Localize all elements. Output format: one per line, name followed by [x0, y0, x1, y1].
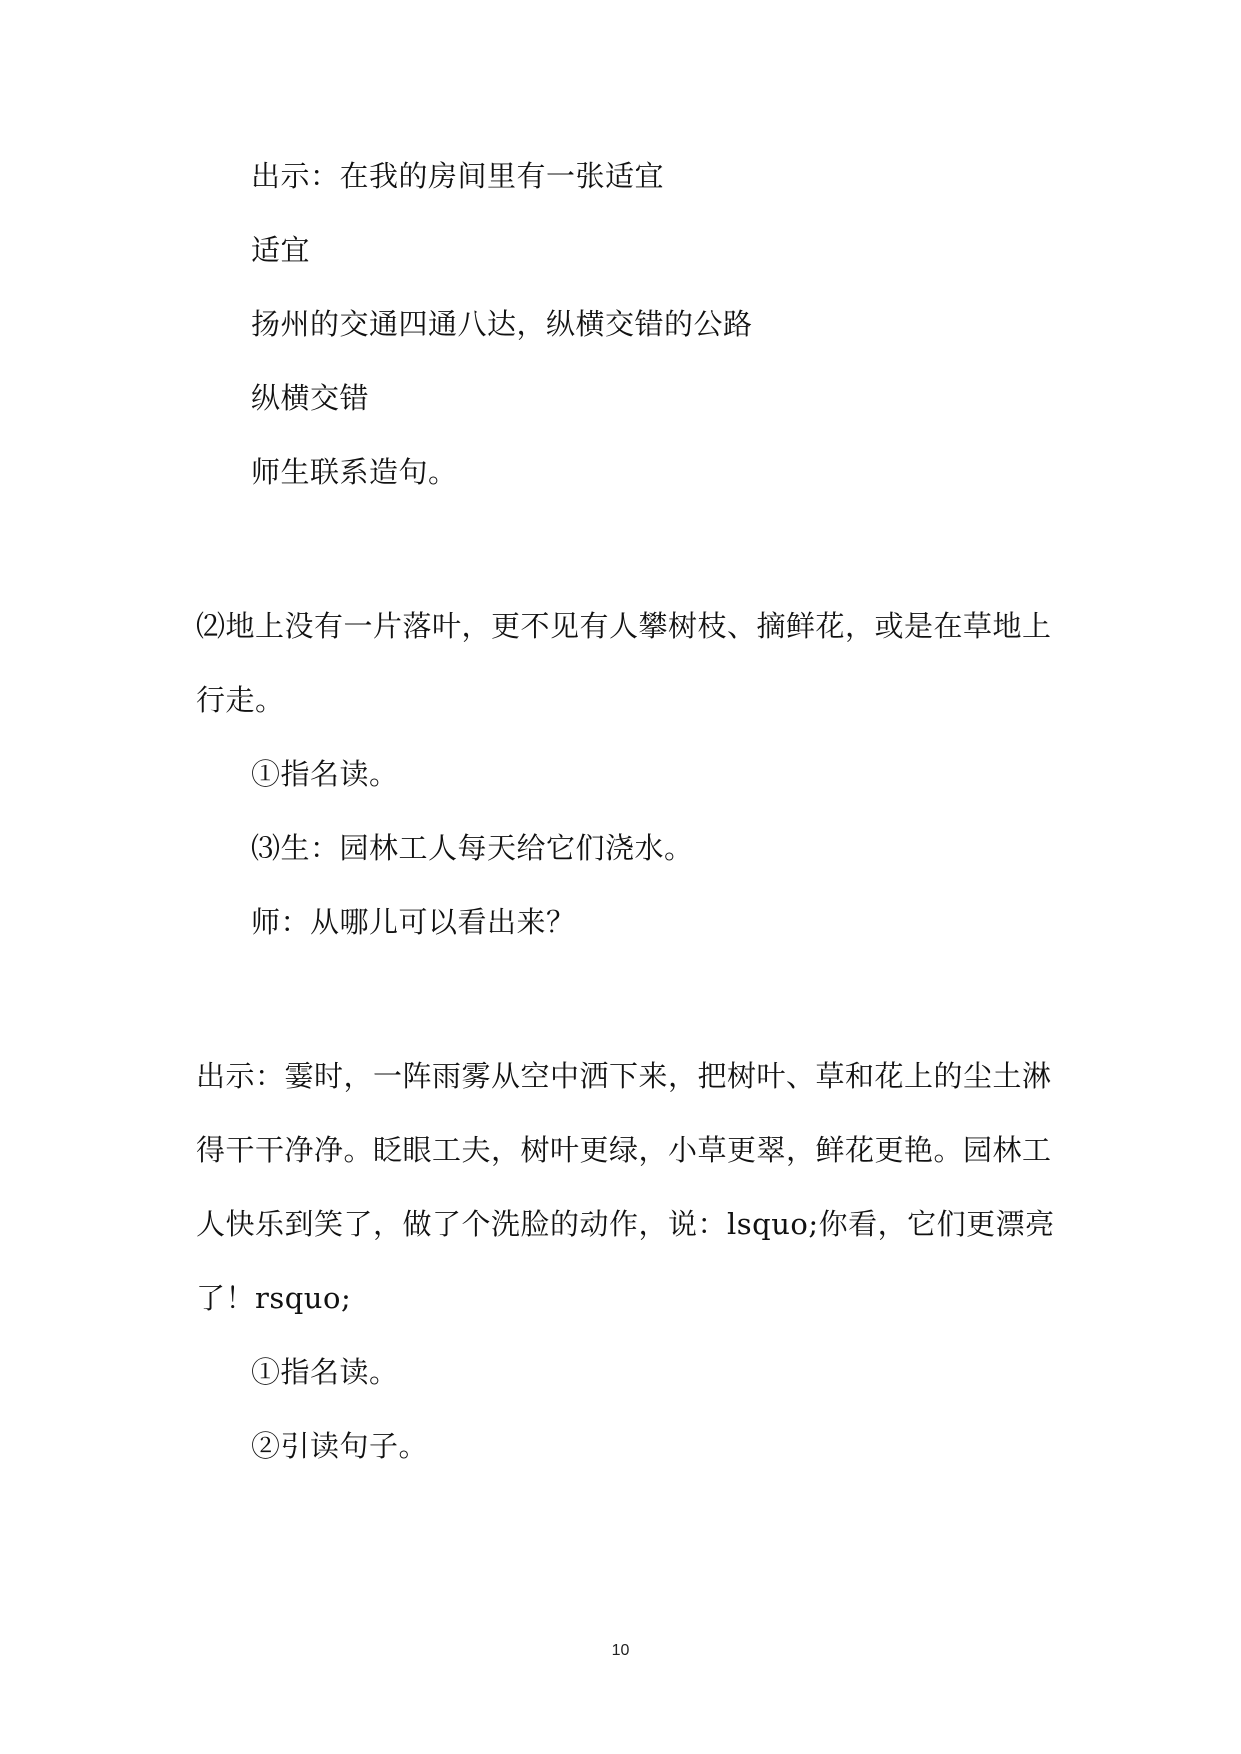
paragraph-line: ②引读句子。: [251, 1429, 429, 1463]
paragraph-line: 了！rsquo;: [196, 1281, 352, 1315]
paragraph-line: ⑶生：园林工人每天给它们浇水。: [251, 831, 694, 865]
paragraph-line: ①指名读。: [251, 1355, 399, 1389]
paragraph-line: 师：从哪儿可以看出来？: [251, 905, 576, 939]
paragraph-line: 人快乐到笑了，做了个洗脸的动作，说：lsquo;你看，它们更漂亮: [196, 1207, 1055, 1241]
paragraph-line: 行走。: [196, 683, 285, 717]
paragraph-line: 扬州的交通四通八达，纵横交错的公路: [251, 307, 753, 341]
paragraph-line: 师生联系造句。: [251, 455, 458, 489]
paragraph-line: 纵横交错: [251, 381, 370, 415]
paragraph-line: 出示：在我的房间里有一张适宜: [251, 159, 665, 193]
page-number: 10: [611, 1642, 630, 1659]
paragraph-line: ①指名读。: [251, 757, 399, 791]
paragraph-line: 得干干净净。眨眼工夫，树叶更绿，小草更翠，鲜花更艳。园林工: [196, 1133, 1052, 1167]
paragraph-line: ⑵地上没有一片落叶，更不见有人攀树枝、摘鲜花，或是在草地上: [196, 609, 1052, 643]
paragraph-line: 适宜: [251, 233, 311, 267]
paragraph-line: 出示：霎时，一阵雨雾从空中洒下来，把树叶、草和花上的尘土淋: [196, 1059, 1052, 1093]
